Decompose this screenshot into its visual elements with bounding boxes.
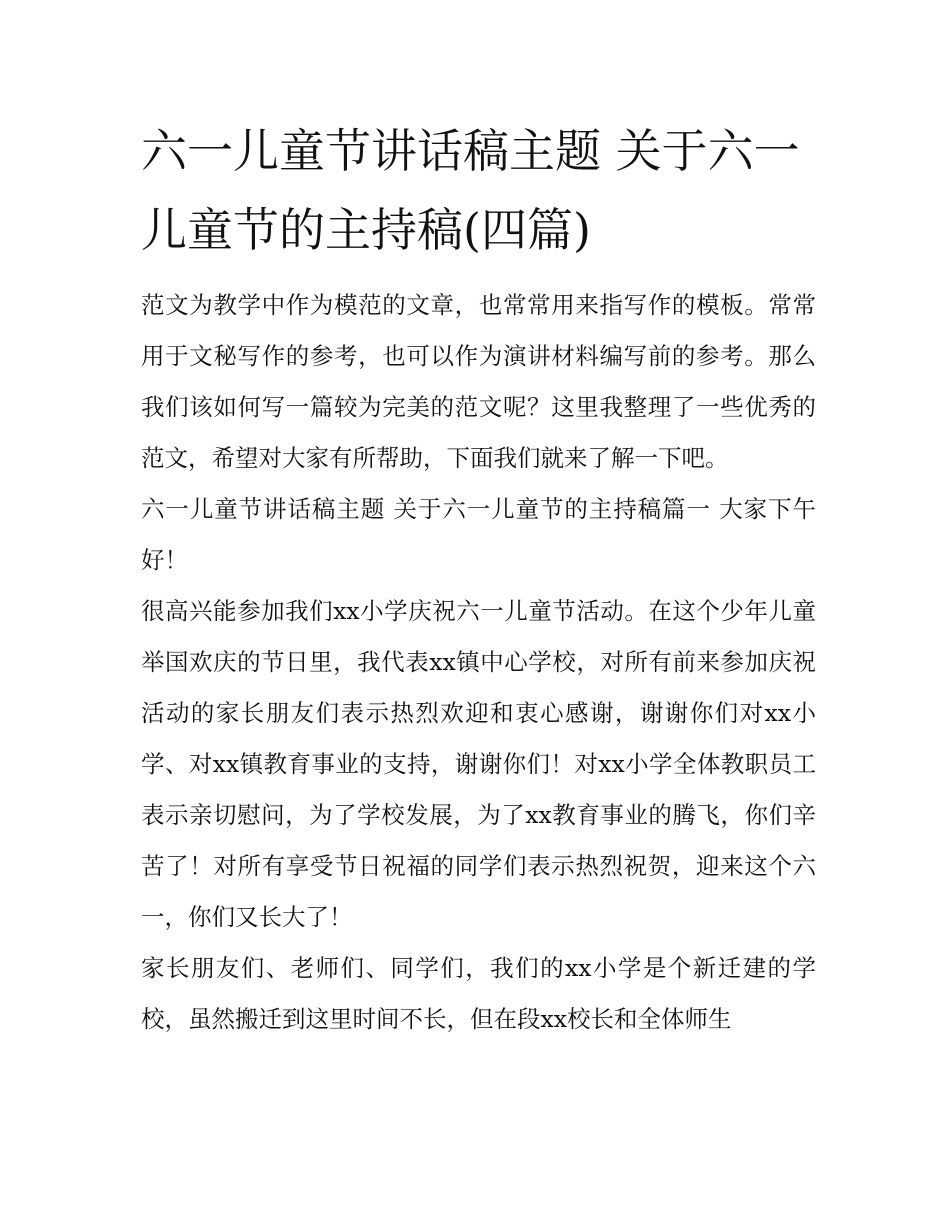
document-title: 六一儿童节讲话稿主题 关于六一儿童节的主持稿(四篇) [141, 124, 800, 257]
document-body [141, 112, 816, 1045]
paragraph-speech-1: 很高兴能参加我们xx小学庆祝六一儿童节活动。在这个少年儿童举国欢庆的节日里，我代表xx镇中心学校，对所有前来参加庆祝活动的家长朋友们表示热烈欢迎和衷心感谢，谢谢你们对xx小学、对xx镇教育事业的支持，谢谢你们！对xx小学全体教职员工表示亲切慰问，为了学校发展，为了xx教育事业的腾飞，你们辛苦了！对所有享受节日祝福的同学们表示热烈祝贺，迎来这个六一，你们又长大了！ [141, 597, 816, 931]
paragraph-heading-part-one: 六一儿童节讲话稿主题 关于六一儿童节的主持稿篇一 大家下午好！ [141, 495, 816, 574]
paragraph-intro: 范文为教学中作为模范的文章，也常常用来指写作的模板。常常用于文秘写作的参考，也可以作为演讲材料编写前的参考。那么我们该如何写一篇较为完美的范文呢？这里我整理了一些优秀的范文，希望对大家有所帮助，下面我们就来了解一下吧。 [141, 291, 816, 472]
paragraph-speech-2: 家长朋友们、老师们、同学们，我们的xx小学是个新迁建的学校，虽然搬迁到这里时间不长，但在段xx校长和全体师生 [141, 954, 816, 1033]
